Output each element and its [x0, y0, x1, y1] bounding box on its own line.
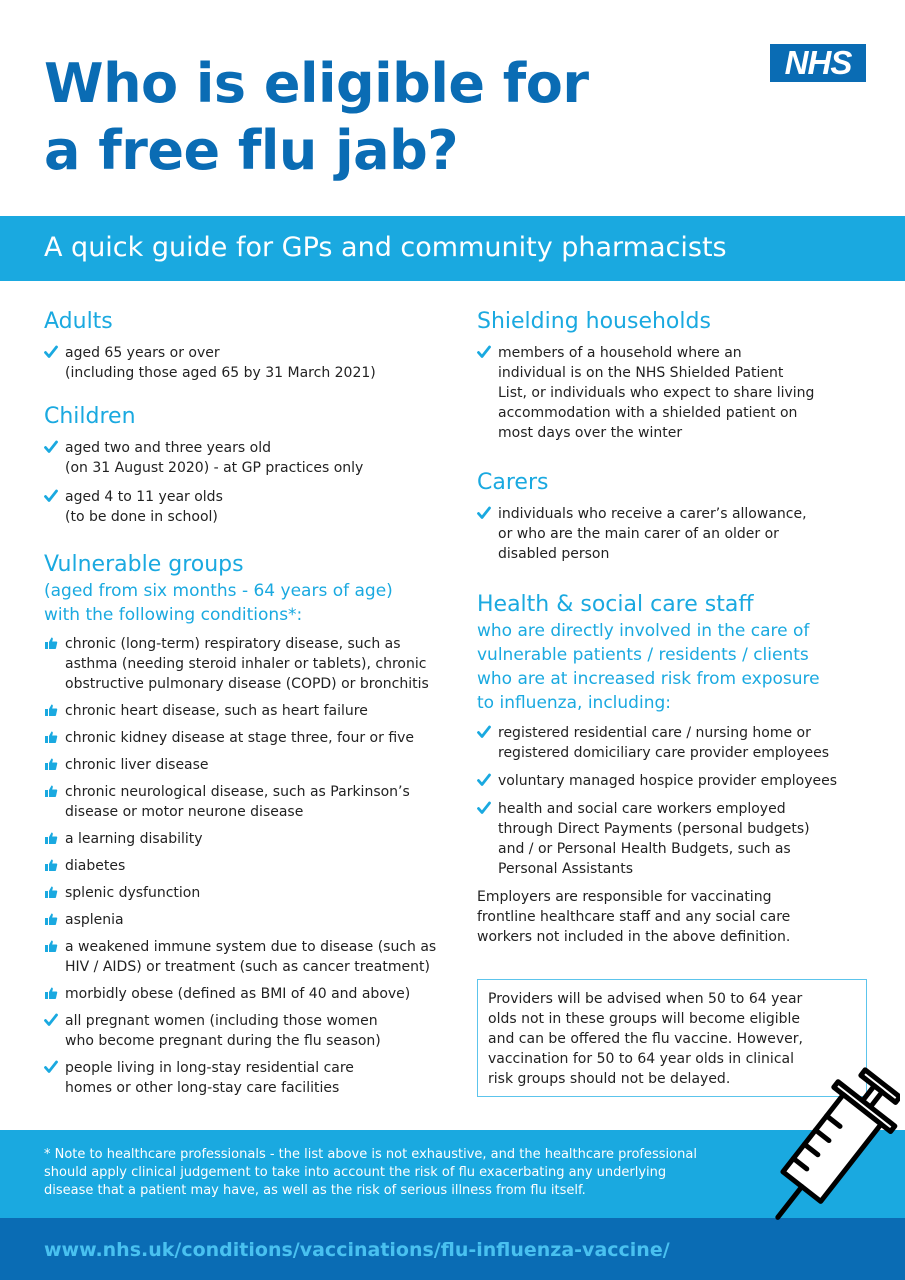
- list-item-text: aged 65 years or over: [65, 345, 220, 361]
- text-line: who are at increased risk from exposure: [477, 669, 820, 689]
- check-mark-icon: [44, 489, 58, 503]
- footer-url-link[interactable]: www.nhs.uk/conditions/vaccinations/flu-influenza-vaccine/: [44, 1239, 670, 1261]
- list-item-text: chronic (long-term) respiratory disease, such as: [65, 636, 401, 652]
- list-item-text: aged 4 to 11 year olds: [65, 489, 223, 505]
- list-item-text: asplenia: [65, 912, 124, 928]
- list-item-text: and / or Personal Health Budgets, such as: [498, 841, 791, 857]
- list-item-text: aged two and three years old: [65, 440, 271, 456]
- list-item-text: disabled person: [498, 546, 610, 562]
- check-mark-icon: [477, 773, 491, 787]
- list-item-text: registered domiciliary care provider employees: [498, 745, 830, 761]
- nhs-logo: NHS: [770, 44, 866, 82]
- list-item: [44, 343, 444, 383]
- section-subtitle-vulnerable: with the following conditions*:: [44, 605, 303, 625]
- list-item-text: a weakened immune system due to disease (such as: [65, 939, 437, 955]
- list-item-text: registered residential care / nursing home or: [498, 725, 811, 741]
- list-item-text: accommodation with a shielded patient on: [498, 405, 798, 421]
- page-title-line: a free flu jab?: [44, 119, 459, 182]
- list-item-text: List, or individuals who expect to share living: [498, 385, 815, 401]
- list-item-text: through Direct Payments (personal budgets): [498, 821, 810, 837]
- thumbs-up-icon: [44, 831, 58, 845]
- check-mark-icon: [44, 1060, 58, 1074]
- list-item-text: (on 31 August 2020) - at GP practices only: [65, 460, 364, 476]
- shielding-list: [477, 343, 877, 443]
- syringe-icon: [758, 1056, 900, 1240]
- subtitle-band: [0, 216, 905, 281]
- thumbs-up-icon: [44, 784, 58, 798]
- section-subtitle-staff: [477, 619, 877, 715]
- list-item-text: people living in long-stay residential care: [65, 1060, 354, 1076]
- check-mark-icon: [44, 1013, 58, 1027]
- thumbs-up-icon: [44, 757, 58, 771]
- list-item-text: who become pregnant during the flu season): [65, 1033, 381, 1049]
- carers-list: [477, 504, 877, 564]
- list-item: [44, 937, 444, 977]
- list-item-text: HIV / AIDS) or treatment (such as cancer treatment): [65, 959, 430, 975]
- list-item-text: chronic neurological disease, such as Parkinson’s: [65, 784, 410, 800]
- thumbs-up-icon: [44, 912, 58, 926]
- list-item-text: health and social care workers employed: [498, 801, 786, 817]
- list-item-text: morbidly obese (defined as BMI of 40 and above): [65, 986, 411, 1002]
- list-item: [477, 723, 877, 763]
- list-item: [44, 487, 444, 527]
- list-item-text: all pregnant women (including those women: [65, 1013, 378, 1029]
- text-line: olds not in these groups will become eligible: [488, 1011, 801, 1027]
- list-item: [477, 504, 877, 564]
- adults-list: [44, 343, 444, 383]
- check-mark-icon: [477, 345, 491, 359]
- thumbs-up-icon: [44, 636, 58, 650]
- list-item-text: or who are the main carer of an older or: [498, 526, 779, 542]
- list-item: [44, 1058, 444, 1098]
- section-subtitle-vulnerable: (aged from six months - 64 years of age): [44, 581, 393, 601]
- list-item-text: (including those aged 65 by 31 March 2021): [65, 365, 376, 381]
- thumbs-up-icon: [44, 939, 58, 953]
- check-mark-icon: [477, 725, 491, 739]
- list-item-text: most days over the winter: [498, 425, 683, 441]
- text-line: and can be offered the flu vaccine. However,: [488, 1031, 803, 1047]
- text-line: risk groups should not be delayed.: [488, 1071, 731, 1087]
- list-item-text: splenic dysfunction: [65, 885, 201, 901]
- list-item-text: chronic heart disease, such as heart failure: [65, 703, 368, 719]
- list-item: [477, 343, 877, 443]
- check-mark-icon: [44, 345, 58, 359]
- footnote: [44, 1146, 754, 1200]
- list-item: [44, 755, 444, 775]
- list-item-text: disease or motor neurone disease: [65, 804, 304, 820]
- subtitle: A quick guide for GPs and community pharmacists: [44, 232, 727, 263]
- section-title-staff: Health & social care staff: [477, 592, 754, 617]
- list-item: [44, 728, 444, 748]
- list-item-text: asthma (needing steroid inhaler or tablets), chronic: [65, 656, 427, 672]
- text-line: should apply clinical judgement to take into account the risk of flu exacerbating any underlying: [44, 1165, 667, 1180]
- employers-paragraph: [477, 887, 877, 947]
- thumbs-up-icon: [44, 703, 58, 717]
- list-item: [477, 799, 877, 879]
- list-item: [44, 438, 444, 478]
- check-mark-icon: [477, 801, 491, 815]
- vulnerable-list: [44, 634, 444, 1098]
- text-line: vulnerable patients / residents / clients: [477, 645, 809, 665]
- list-item: [44, 634, 444, 694]
- text-line: Providers will be advised when 50 to 64 year: [488, 991, 803, 1007]
- section-title-carers: Carers: [477, 470, 549, 495]
- section-title-vulnerable: Vulnerable groups: [44, 552, 244, 577]
- text-line: Employers are responsible for vaccinating: [477, 889, 772, 905]
- list-item-text: a learning disability: [65, 831, 203, 847]
- list-item: [44, 910, 444, 930]
- right-column: [477, 308, 877, 947]
- list-item: [44, 829, 444, 849]
- list-item: [44, 701, 444, 721]
- check-mark-icon: [44, 440, 58, 454]
- text-line: * Note to healthcare professionals - the list above is not exhaustive, and the healthcare professional: [44, 1147, 697, 1162]
- section-title-adults: Adults: [44, 309, 113, 334]
- page-title-line: Who is eligible for: [44, 52, 589, 115]
- text-line: frontline healthcare staff and any social care: [477, 909, 791, 925]
- page-title: [44, 50, 684, 184]
- list-item: [44, 782, 444, 822]
- thumbs-up-icon: [44, 986, 58, 1000]
- list-item-text: Personal Assistants: [498, 861, 634, 877]
- check-mark-icon: [477, 506, 491, 520]
- list-item: [44, 883, 444, 903]
- list-item-text: individuals who receive a carer’s allowance,: [498, 506, 807, 522]
- list-item-text: members of a household where an: [498, 345, 742, 361]
- list-item-text: diabetes: [65, 858, 126, 874]
- list-item: [44, 984, 444, 1004]
- list-item-text: homes or other long-stay care facilities: [65, 1080, 340, 1096]
- section-title-shielding: Shielding households: [477, 309, 711, 334]
- thumbs-up-icon: [44, 730, 58, 744]
- text-line: to influenza, including:: [477, 693, 671, 713]
- list-item: [44, 1011, 444, 1051]
- text-line: who are directly involved in the care of: [477, 621, 810, 641]
- thumbs-up-icon: [44, 858, 58, 872]
- list-item-text: (to be done in school): [65, 509, 218, 525]
- list-item-text: chronic kidney disease at stage three, four or five: [65, 730, 415, 746]
- section-title-children: Children: [44, 404, 136, 429]
- children-list: [44, 438, 444, 527]
- text-line: vaccination for 50 to 64 year olds in clinical: [488, 1051, 794, 1067]
- left-column: [44, 308, 444, 1098]
- text-line: disease that a patient may have, as well as the risk of serious illness from flu itself.: [44, 1183, 586, 1198]
- list-item: [44, 856, 444, 876]
- list-item: [477, 771, 877, 791]
- staff-list: [477, 723, 877, 879]
- list-item-text: individual is on the NHS Shielded Patient: [498, 365, 784, 381]
- list-item-text: obstructive pulmonary disease (COPD) or bronchitis: [65, 676, 429, 692]
- thumbs-up-icon: [44, 885, 58, 899]
- list-item-text: chronic liver disease: [65, 757, 209, 773]
- text-line: workers not included in the above definition.: [477, 929, 791, 945]
- list-item-text: voluntary managed hospice provider employees: [498, 773, 838, 789]
